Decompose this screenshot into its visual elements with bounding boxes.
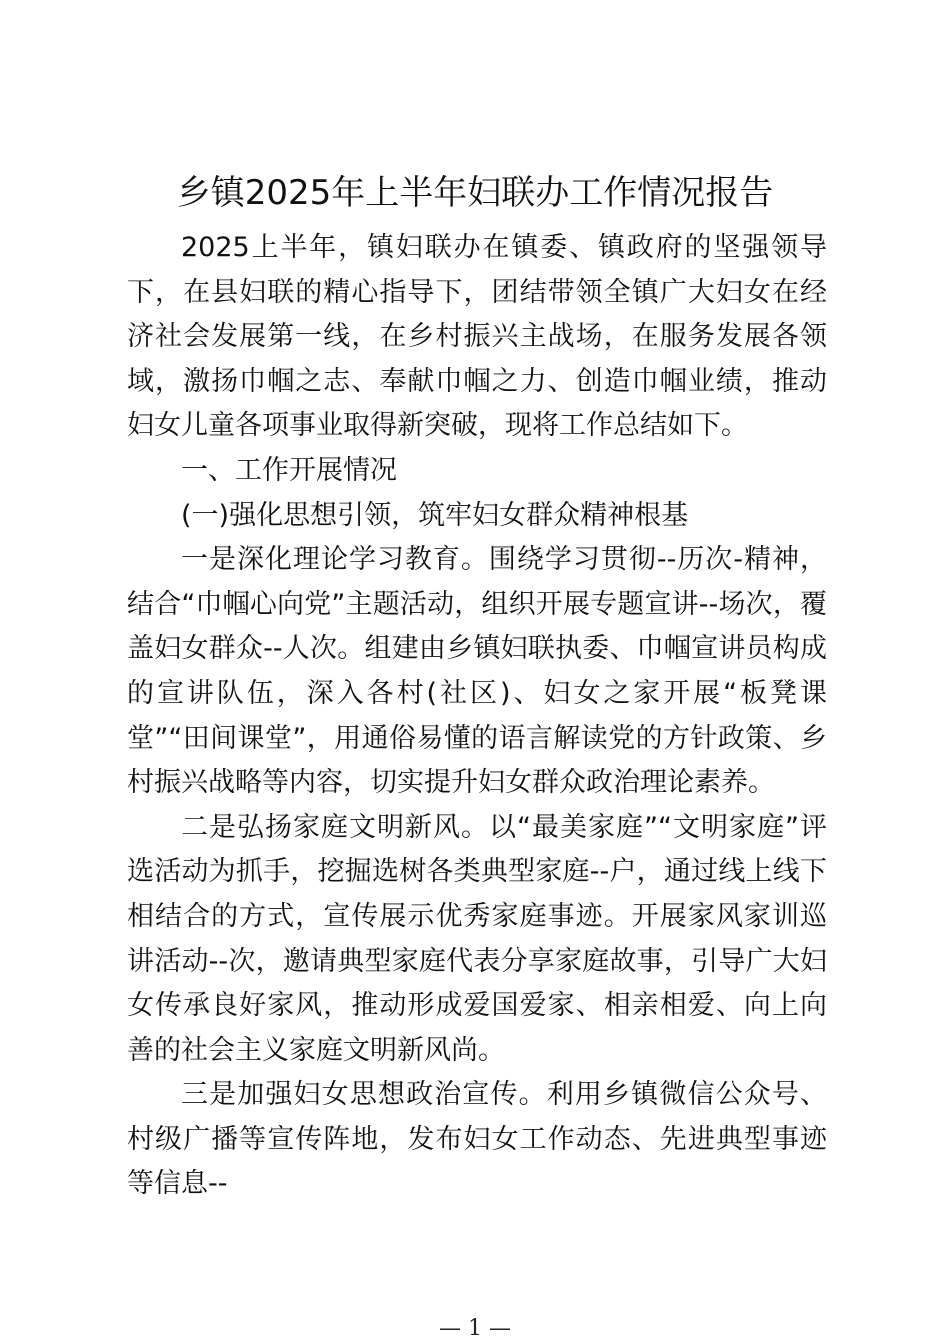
page-number: — 1 — [439,1316,511,1341]
subsection-heading: (一)强化思想引领，筑牢妇女群众精神根基 [181,499,689,531]
body-paragraph-1: 一是深化理论学习教育。围绕学习贯彻--历次-精神，结合“巾帼心向党”主题活动，组织开展专题宣讲--场次，覆盖妇女群众--人次。组建由乡镇妇联执委、巾帼宣讲员构成的宣讲队伍，深入各村(社区)、妇女之家开展“板凳课堂”“田间课堂”，用通俗易懂的语言解读党的方针政策、乡村振兴战略等内容，切实提升妇女群众政治理论素养。 [127,544,827,799]
document-body [127,226,827,1207]
body-paragraph-3: 三是加强妇女思想政治宣传。利用乡镇微信公众号、村级广播等宣传阵地，发布妇女工作动态、先进典型事迹等信息-- [127,1079,827,1200]
body-paragraph-2: 二是弘扬家庭文明新风。以“最美家庭”“文明家庭”评选活动为抓手，挖掘选树各类典型家庭--户，通过线上线下相结合的方式，宣传展示优秀家庭事迹。开展家风家训巡讲活动--次，邀请典型家庭代表分享家庭故事，引导广大妇女传承良好家风，推动形成爱国爱家、相亲相爱、向上向善的社会主义家庭文明新风尚。 [127,811,827,1066]
document-title: 乡镇2025年上半年妇联办工作情况报告 [176,173,774,213]
section-heading: 一、工作开展情况 [181,454,397,486]
intro-paragraph: 2025上半年，镇妇联办在镇委、镇政府的坚强领导下，在县妇联的精心指导下，团结带领全镇广大妇女在经济社会发展第一线，在乡村振兴主战场，在服务发展各领域，激扬巾帼之志、奉献巾帼之力、创造巾帼业绩，推动妇女儿童各项事业取得新突破，现将工作总结如下。 [127,232,827,442]
